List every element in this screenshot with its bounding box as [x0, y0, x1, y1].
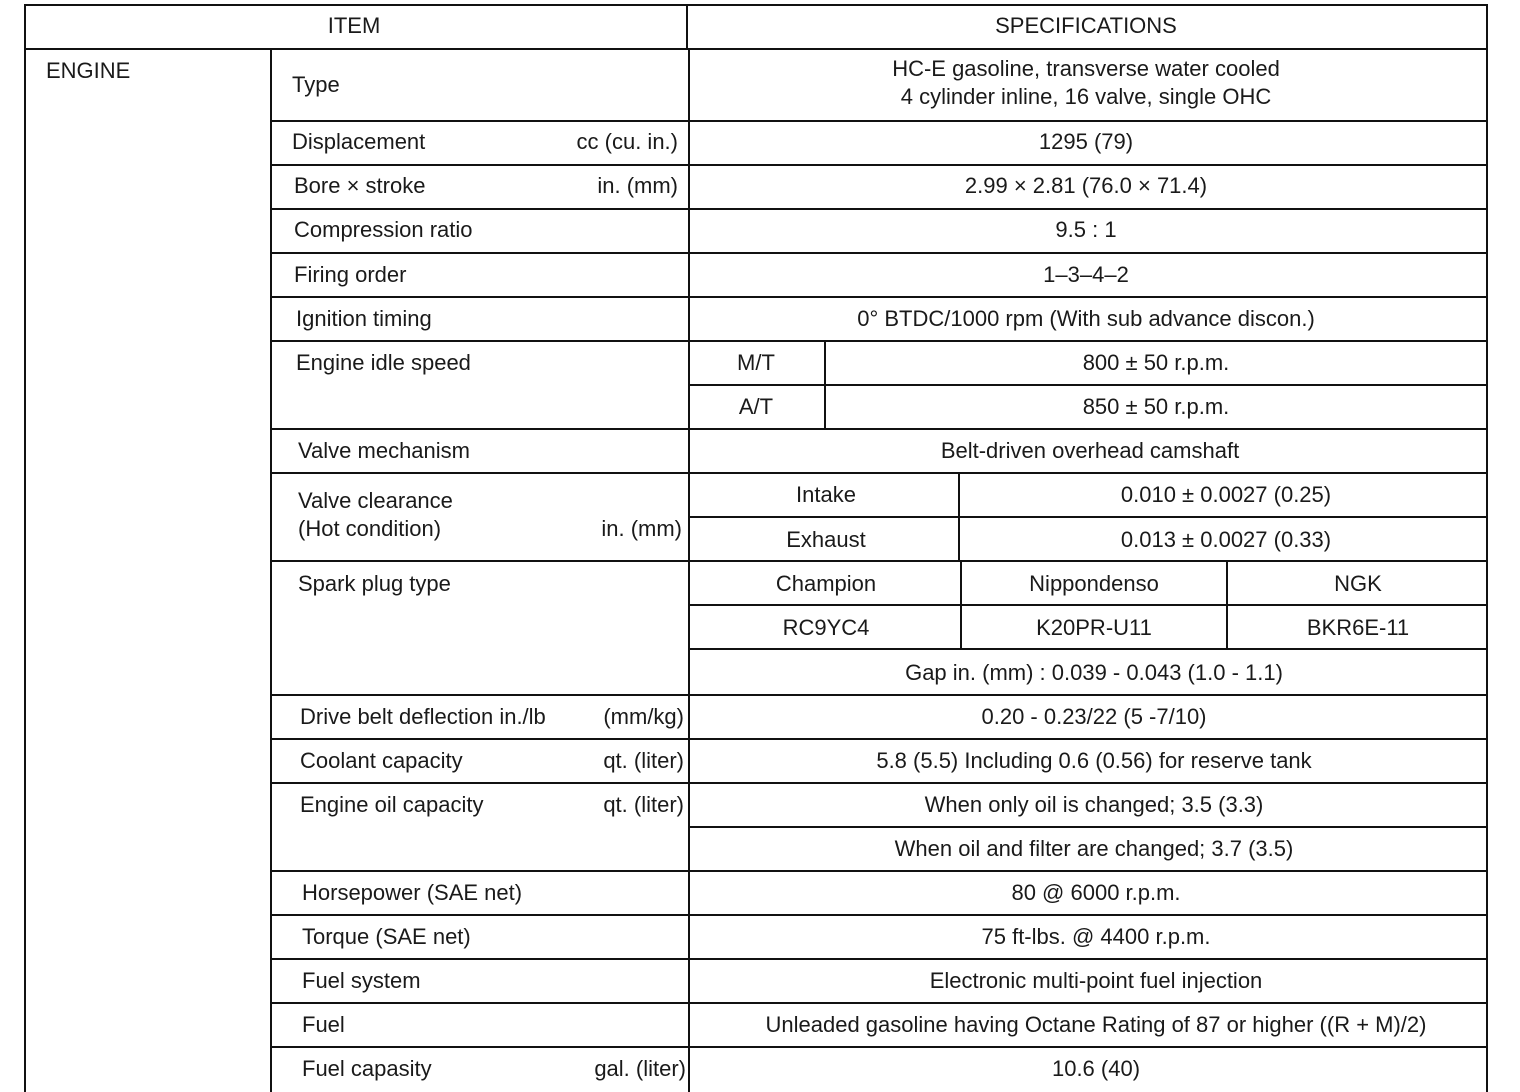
- row-line: [270, 208, 1488, 210]
- row-spark-label: Spark plug type: [298, 571, 451, 596]
- row-coolant-label: Coolant capacity: [300, 748, 463, 773]
- row-belt-value: 0.20 - 0.23/22 (5 -7/10): [981, 704, 1207, 729]
- row-line: [688, 516, 1488, 518]
- spark-ngk: NGK: [1334, 571, 1382, 596]
- row-fuel-label: Fuel: [302, 1012, 345, 1037]
- row-belt-label: Drive belt deflection in./lb: [300, 704, 546, 729]
- spark-gap: Gap in. (mm) : 0.039 - 0.043 (1.0 - 1.1): [905, 660, 1283, 685]
- row-bore-label: Bore × stroke: [294, 173, 426, 198]
- row-oil-unit: qt. (liter): [603, 792, 684, 817]
- row-type-label: Type: [292, 72, 340, 97]
- spark-subcolumn-divider-2: [1226, 560, 1228, 648]
- row-displacement-label: Displacement: [292, 129, 426, 154]
- row-fuel-value: Unleaded gasoline having Octane Rating of 87 or higher ((R + M)/2): [765, 1012, 1427, 1037]
- item-spec-divider: [688, 48, 690, 1092]
- row-type-value-1: HC-E gasoline, transverse water cooled: [892, 56, 1280, 81]
- row-coolant-value: 5.8 (5.5) Including 0.6 (0.56) for reserve tank: [876, 748, 1312, 773]
- spark-nippondenso: Nippondenso: [1029, 571, 1159, 596]
- row-line: [270, 120, 1488, 122]
- row-oil-value-2: When oil and filter are changed; 3.7 (3.5): [894, 836, 1294, 861]
- row-idle-mt-value: 800 ± 50 r.p.m.: [1082, 350, 1230, 375]
- idle-subcolumn-divider: [824, 340, 826, 428]
- valve-subcolumn-divider: [958, 472, 960, 560]
- spec-table: [24, 4, 1492, 1092]
- header-item: ITEM: [327, 13, 381, 38]
- engine-column-divider: [270, 48, 272, 1092]
- row-line: [270, 914, 1488, 916]
- row-valve-exhaust-value: 0.013 ± 0.0027 (0.33): [1120, 527, 1332, 552]
- row-torque-label: Torque (SAE net): [302, 924, 471, 949]
- row-torque-value: 75 ft-lbs. @ 4400 r.p.m.: [981, 924, 1211, 949]
- row-firing-value: 1–3–4–2: [1043, 262, 1129, 287]
- table-top-border: [24, 4, 1488, 6]
- row-line: [270, 1046, 1488, 1048]
- row-line: [270, 782, 1488, 784]
- row-fuel-cap-value: 10.6 (40): [1051, 1056, 1141, 1081]
- row-ignition-value: 0° BTDC/1000 rpm (With sub advance discon.): [857, 306, 1315, 331]
- row-hp-label: Horsepower (SAE net): [302, 880, 523, 905]
- row-type-value-2: 4 cylinder inline, 16 valve, single OHC: [900, 84, 1272, 109]
- spark-champion-value: RC9YC4: [782, 615, 870, 640]
- row-valve-intake: Intake: [796, 482, 856, 507]
- row-ignition-label: Ignition timing: [296, 306, 432, 331]
- row-displacement-value: 1295 (79): [1038, 129, 1134, 154]
- row-line: [270, 472, 1488, 474]
- row-line: [270, 738, 1488, 740]
- row-line: [270, 870, 1488, 872]
- row-oil-label: Engine oil capacity: [300, 792, 484, 817]
- row-line: [688, 826, 1488, 828]
- spark-nippondenso-value: K20PR-U11: [1036, 615, 1152, 640]
- header-specifications: SPECIFICATIONS: [995, 13, 1177, 38]
- row-line: [270, 252, 1488, 254]
- row-bore-value: 2.99 × 2.81 (76.0 × 71.4): [964, 173, 1208, 198]
- row-coolant-unit: qt. (liter): [603, 748, 684, 773]
- row-hp-value: 80 @ 6000 r.p.m.: [1011, 880, 1181, 905]
- table-right-border: [1486, 4, 1488, 1092]
- row-valve-mech-value: Belt-driven overhead camshaft: [940, 438, 1240, 463]
- row-fuel-sys-value: Electronic multi-point fuel injection: [929, 968, 1263, 993]
- row-line: [688, 648, 1488, 650]
- row-line: [270, 340, 1488, 342]
- row-valve-exhaust: Exhaust: [786, 527, 866, 552]
- row-line: [270, 958, 1488, 960]
- row-compression-label: Compression ratio: [294, 217, 473, 242]
- row-belt-unit: (mm/kg): [603, 704, 684, 729]
- row-valve-mech-label: Valve mechanism: [298, 438, 470, 463]
- spark-ngk-value: BKR6E-11: [1306, 615, 1410, 640]
- row-valve-clear-label-2: (Hot condition): [298, 516, 442, 541]
- table-left-border: [24, 4, 26, 1092]
- row-fuel-sys-label: Fuel system: [302, 968, 421, 993]
- row-bore-unit: in. (mm): [597, 173, 678, 198]
- row-line: [688, 604, 1488, 606]
- row-fuel-cap-label: Fuel capasity: [302, 1056, 432, 1081]
- row-line: [270, 296, 1488, 298]
- row-displacement-unit: cc (cu. in.): [576, 129, 678, 154]
- row-line: [270, 428, 1488, 430]
- row-idle-label: Engine idle speed: [296, 350, 471, 375]
- row-line: [270, 1002, 1488, 1004]
- row-valve-clear-label-1: Valve clearance: [298, 488, 453, 513]
- row-idle-at-value: 850 ± 50 r.p.m.: [1082, 394, 1230, 419]
- row-idle-at: A/T: [738, 394, 774, 419]
- row-line: [270, 164, 1488, 166]
- row-idle-mt: M/T: [737, 350, 775, 375]
- row-line: [270, 560, 1488, 562]
- row-valve-clear-unit: in. (mm): [601, 516, 682, 541]
- row-fuel-cap-unit: gal. (liter): [594, 1056, 686, 1081]
- spark-champion: Champion: [775, 571, 877, 596]
- row-oil-value-1: When only oil is changed; 3.5 (3.3): [924, 792, 1264, 817]
- row-firing-label: Firing order: [294, 262, 407, 287]
- row-compression-value: 9.5 : 1: [1055, 217, 1117, 242]
- section-engine: ENGINE: [46, 58, 131, 83]
- spark-subcolumn-divider-1: [960, 560, 962, 648]
- header-divider: [24, 48, 1488, 50]
- row-line: [270, 694, 1488, 696]
- row-line: [688, 384, 1488, 386]
- row-valve-intake-value: 0.010 ± 0.0027 (0.25): [1120, 482, 1332, 507]
- header-column-divider: [686, 4, 688, 48]
